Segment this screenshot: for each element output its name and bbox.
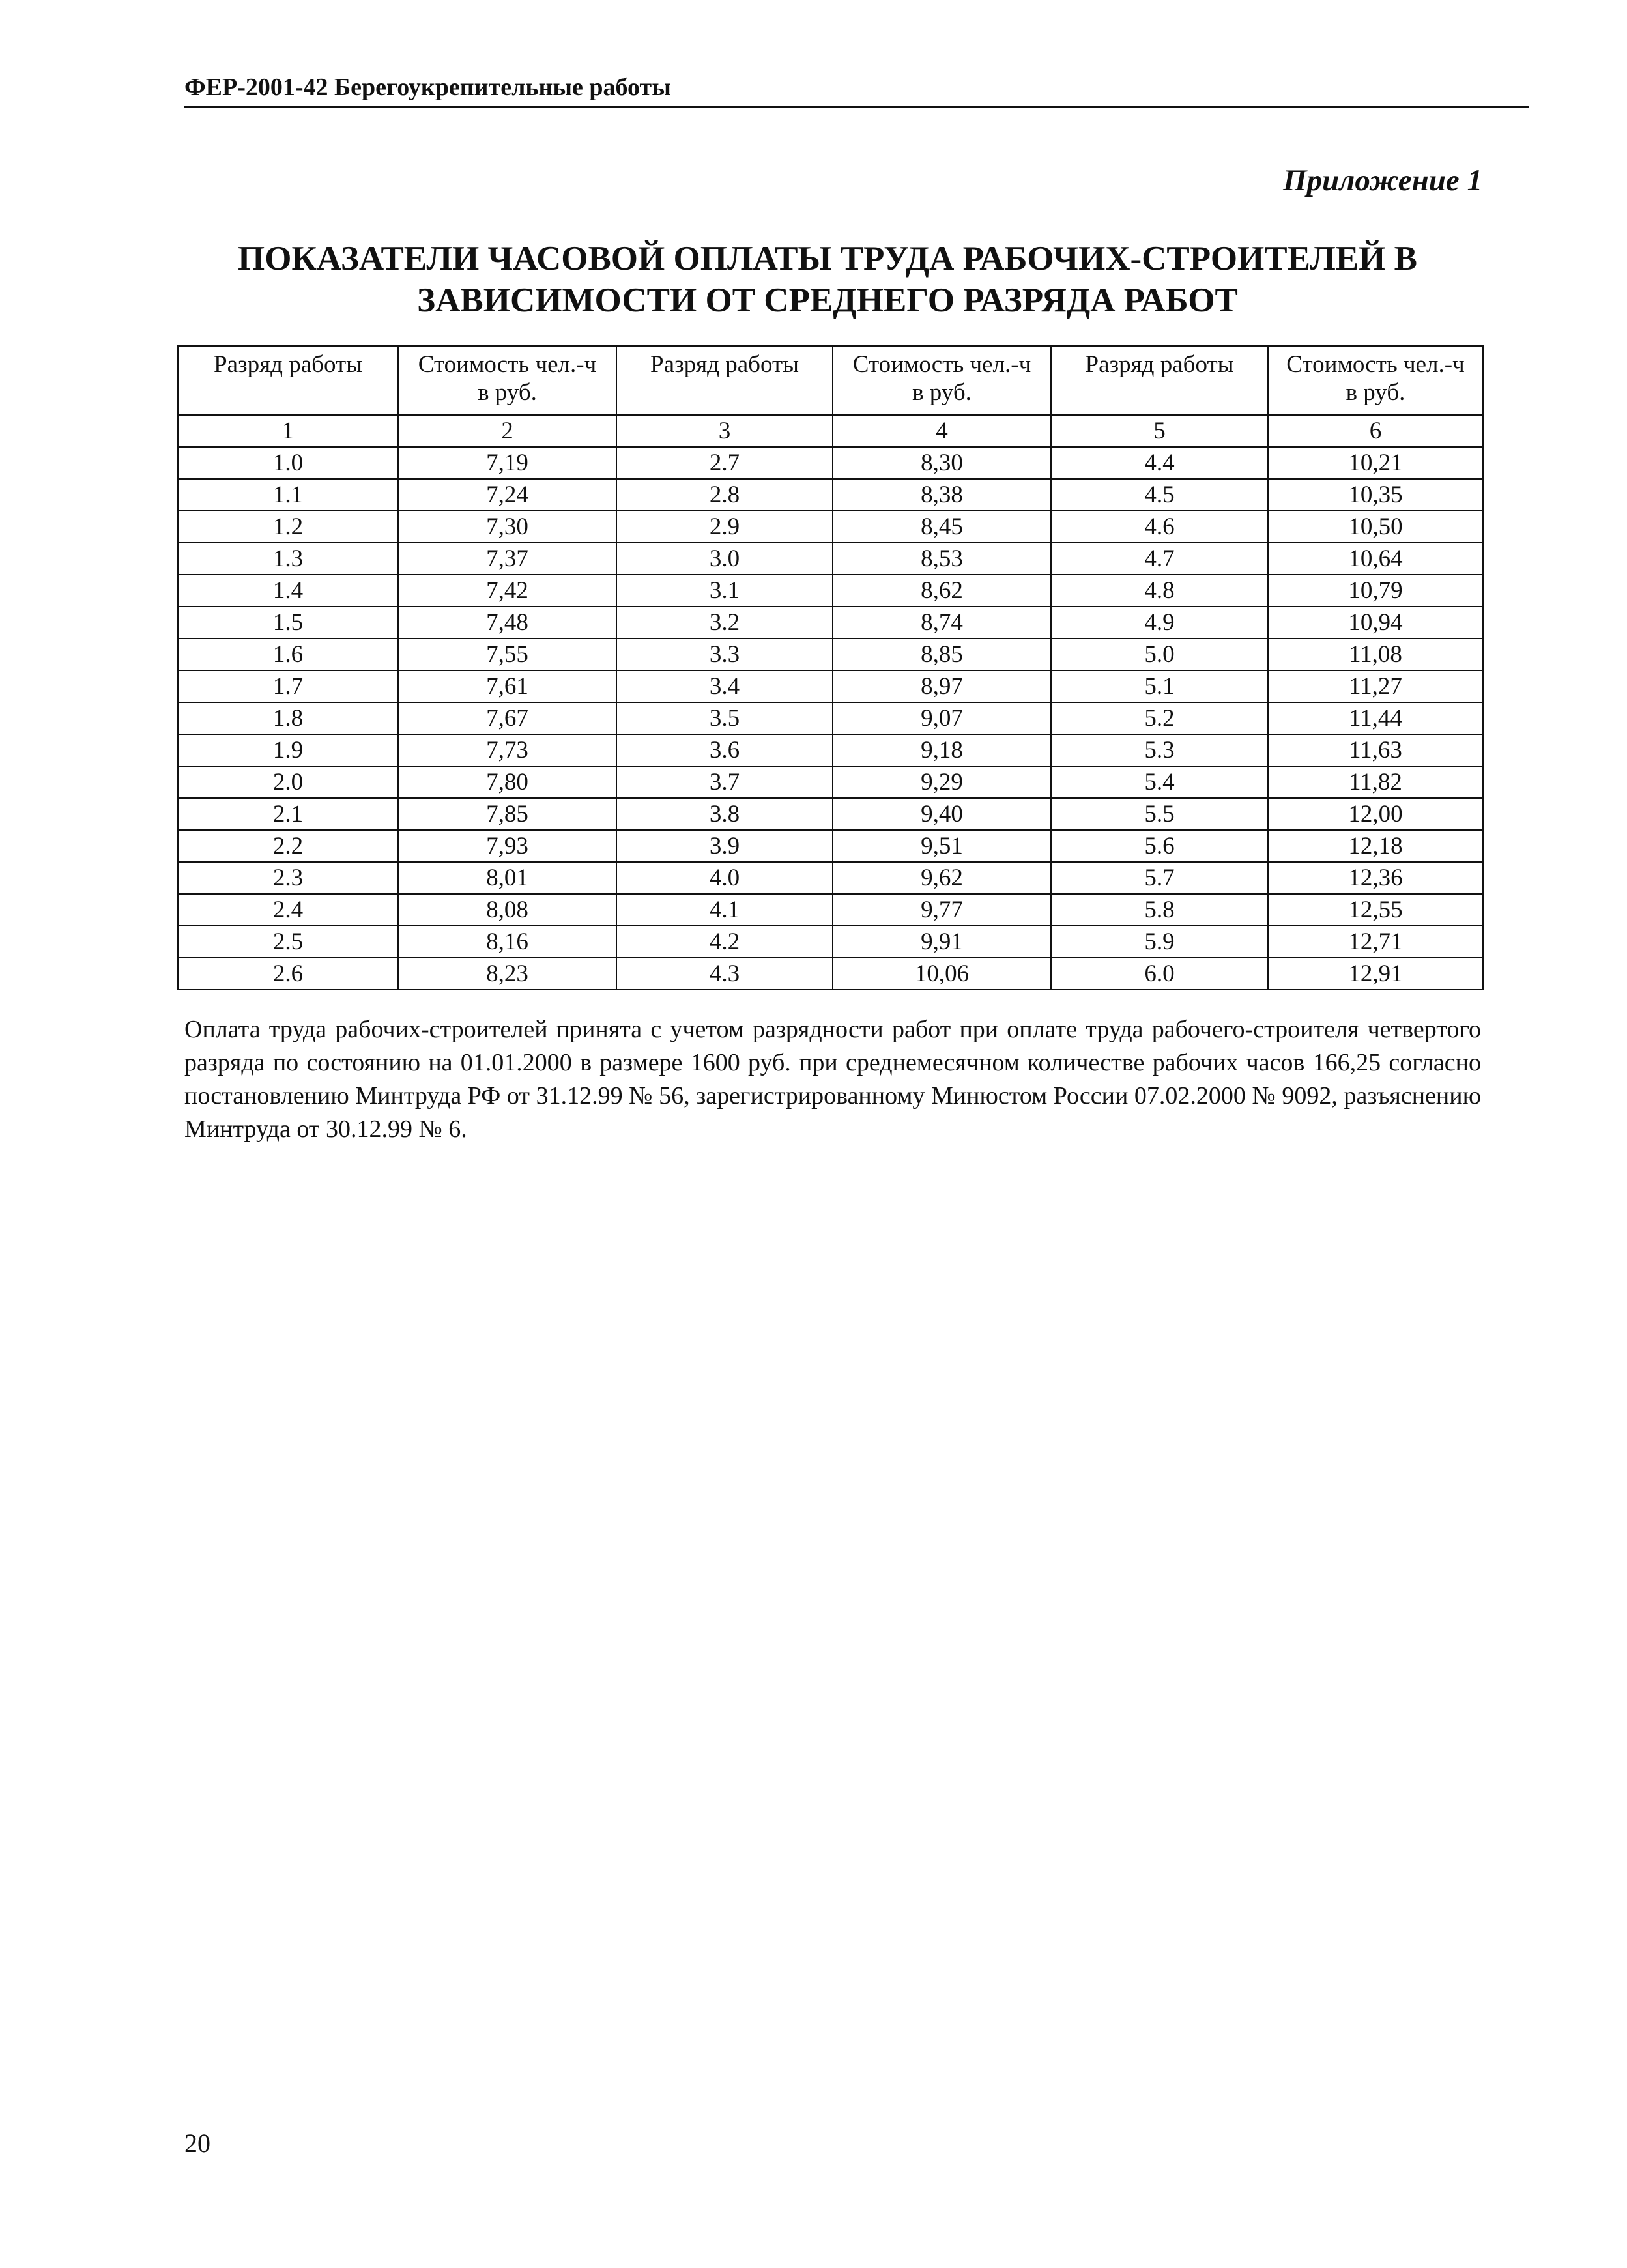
- column-number: 5: [1051, 415, 1268, 447]
- grade-cell: 1.0: [178, 447, 398, 479]
- column-header-line-1: Разряд работы: [214, 351, 362, 378]
- grade-cell: 3.4: [616, 670, 833, 702]
- grade-cell: 3.9: [616, 830, 833, 862]
- cost-cell: 8,74: [833, 607, 1051, 639]
- grade-cell: 3.5: [616, 702, 833, 734]
- cost-cell: 9,40: [833, 798, 1051, 830]
- cost-cell: 11,63: [1268, 734, 1483, 766]
- table-row: [178, 926, 1483, 958]
- grade-cell: 2.3: [178, 862, 398, 894]
- grade-cell: 5.4: [1051, 766, 1268, 798]
- cost-cell: 9,51: [833, 830, 1051, 862]
- table-row: [178, 607, 1483, 639]
- explanatory-note: Оплата труда рабочих-строителей принята с учетом разрядности работ при оплате труда рабочего-строителя четвертого разряда по состоянию на 01.01.2000 в размере 1600 руб. при среднемесячном количестве рабочих часов 166,25 согласно постановлению Минтруда РФ от 31.12.99 № 56, зарегистрированному Минюстом России 07.02.2000 № 9092, разъяснению Минтруда от 30.12.99 № 6.: [184, 1016, 1481, 1143]
- column-header-line-2: в руб.: [478, 379, 537, 406]
- grade-cell: 1.2: [178, 511, 398, 543]
- cost-cell: 8,01: [398, 862, 616, 894]
- grade-cell: 5.0: [1051, 639, 1268, 670]
- grade-cell: 4.3: [616, 958, 833, 990]
- grade-cell: 2.0: [178, 766, 398, 798]
- cost-cell: 8,08: [398, 894, 616, 926]
- cost-cell: 9,29: [833, 766, 1051, 798]
- grade-cell: 5.6: [1051, 830, 1268, 862]
- cost-cell: 11,08: [1268, 639, 1483, 670]
- cost-cell: 8,62: [833, 575, 1051, 607]
- grade-cell: 5.1: [1051, 670, 1268, 702]
- table-row: [178, 862, 1483, 894]
- column-number: 6: [1268, 415, 1483, 447]
- table-header-row: [178, 346, 1483, 415]
- table-row: [178, 511, 1483, 543]
- grade-cell: 1.7: [178, 670, 398, 702]
- grade-cell: 5.7: [1051, 862, 1268, 894]
- grade-cell: 1.5: [178, 607, 398, 639]
- cost-cell: 7,24: [398, 479, 616, 511]
- column-number-row: [178, 415, 1483, 447]
- grade-cell: 1.6: [178, 639, 398, 670]
- grade-cell: 1.8: [178, 702, 398, 734]
- cost-cell: 9,18: [833, 734, 1051, 766]
- running-header: ФЕР-2001-42 Берегоукрепительные работы: [184, 74, 671, 101]
- cost-cell: 8,38: [833, 479, 1051, 511]
- cost-cell: 8,85: [833, 639, 1051, 670]
- grade-cell: 4.0: [616, 862, 833, 894]
- grade-cell: 2.4: [178, 894, 398, 926]
- cost-cell: 7,48: [398, 607, 616, 639]
- cost-cell: 7,37: [398, 543, 616, 575]
- table-row: [178, 670, 1483, 702]
- cost-cell: 7,19: [398, 447, 616, 479]
- cost-cell: 7,55: [398, 639, 616, 670]
- grade-cell: 2.1: [178, 798, 398, 830]
- cost-cell: 8,53: [833, 543, 1051, 575]
- table-row: [178, 447, 1483, 479]
- cost-cell: 7,30: [398, 511, 616, 543]
- cost-cell: 11,27: [1268, 670, 1483, 702]
- cost-cell: 12,71: [1268, 926, 1483, 958]
- header-rule: [184, 106, 1529, 108]
- column-number: 1: [178, 415, 398, 447]
- cost-cell: 8,16: [398, 926, 616, 958]
- grade-cell: 1.4: [178, 575, 398, 607]
- grade-cell: 6.0: [1051, 958, 1268, 990]
- column-header: [1051, 346, 1268, 415]
- column-header: [178, 346, 398, 415]
- grade-cell: 3.2: [616, 607, 833, 639]
- wage-rates-table: [177, 345, 1484, 990]
- grade-cell: 2.6: [178, 958, 398, 990]
- column-header-line-1: Стоимость чел.-ч: [852, 351, 1031, 378]
- grade-cell: 4.7: [1051, 543, 1268, 575]
- column-header: [1268, 346, 1483, 415]
- table-row: [178, 830, 1483, 862]
- cost-cell: 12,91: [1268, 958, 1483, 990]
- document-title: [182, 238, 1473, 321]
- cost-cell: 9,07: [833, 702, 1051, 734]
- table-row: [178, 798, 1483, 830]
- cost-cell: 10,21: [1268, 447, 1483, 479]
- grade-cell: 1.9: [178, 734, 398, 766]
- column-header: [398, 346, 616, 415]
- title-line-2: ЗАВИСИМОСТИ ОТ СРЕДНЕГО РАЗРЯДА РАБОТ: [417, 281, 1238, 319]
- column-header-line-1: Стоимость чел.-ч: [418, 351, 597, 378]
- cost-cell: 7,42: [398, 575, 616, 607]
- grade-cell: 3.7: [616, 766, 833, 798]
- column-header-line-1: Стоимость чел.-ч: [1286, 351, 1465, 378]
- grade-cell: 4.5: [1051, 479, 1268, 511]
- table-row: [178, 543, 1483, 575]
- column-header: [833, 346, 1051, 415]
- table-row: [178, 958, 1483, 990]
- cost-cell: 8,97: [833, 670, 1051, 702]
- cost-cell: 7,73: [398, 734, 616, 766]
- column-number: 2: [398, 415, 616, 447]
- cost-cell: 12,00: [1268, 798, 1483, 830]
- grade-cell: 5.2: [1051, 702, 1268, 734]
- cost-cell: 7,61: [398, 670, 616, 702]
- grade-cell: 3.0: [616, 543, 833, 575]
- cost-cell: 7,80: [398, 766, 616, 798]
- table-row: [178, 734, 1483, 766]
- cost-cell: 12,55: [1268, 894, 1483, 926]
- grade-cell: 3.6: [616, 734, 833, 766]
- cost-cell: 9,62: [833, 862, 1051, 894]
- column-header-line-2: в руб.: [1346, 379, 1405, 406]
- table-row: [178, 766, 1483, 798]
- appendix-label: Приложение 1: [1283, 164, 1482, 197]
- title-line-1: ПОКАЗАТЕЛИ ЧАСОВОЙ ОПЛАТЫ ТРУДА РАБОЧИХ-СТРОИТЕЛЕЙ В: [238, 240, 1417, 278]
- grade-cell: 5.8: [1051, 894, 1268, 926]
- cost-cell: 8,45: [833, 511, 1051, 543]
- grade-cell: 5.9: [1051, 926, 1268, 958]
- cost-cell: 11,44: [1268, 702, 1483, 734]
- grade-cell: 2.2: [178, 830, 398, 862]
- grade-cell: 2.9: [616, 511, 833, 543]
- table-row: [178, 479, 1483, 511]
- page-number: 20: [184, 2129, 210, 2158]
- cost-cell: 9,91: [833, 926, 1051, 958]
- grade-cell: 5.3: [1051, 734, 1268, 766]
- grade-cell: 1.3: [178, 543, 398, 575]
- cost-cell: 10,94: [1268, 607, 1483, 639]
- grade-cell: 1.1: [178, 479, 398, 511]
- column-number: 4: [833, 415, 1051, 447]
- table-row: [178, 702, 1483, 734]
- cost-cell: 12,36: [1268, 862, 1483, 894]
- cost-cell: 8,30: [833, 447, 1051, 479]
- cost-cell: 10,35: [1268, 479, 1483, 511]
- cost-cell: 7,67: [398, 702, 616, 734]
- cost-cell: 10,50: [1268, 511, 1483, 543]
- grade-cell: 4.6: [1051, 511, 1268, 543]
- cost-cell: 10,06: [833, 958, 1051, 990]
- grade-cell: 3.8: [616, 798, 833, 830]
- grade-cell: 4.9: [1051, 607, 1268, 639]
- grade-cell: 4.4: [1051, 447, 1268, 479]
- grade-cell: 2.7: [616, 447, 833, 479]
- grade-cell: 4.8: [1051, 575, 1268, 607]
- table-row: [178, 575, 1483, 607]
- grade-cell: 2.5: [178, 926, 398, 958]
- cost-cell: 9,77: [833, 894, 1051, 926]
- cost-cell: 10,79: [1268, 575, 1483, 607]
- column-header-line-1: Разряд работы: [650, 351, 799, 378]
- grade-cell: 3.1: [616, 575, 833, 607]
- cost-cell: 10,64: [1268, 543, 1483, 575]
- grade-cell: 4.1: [616, 894, 833, 926]
- grade-cell: 5.5: [1051, 798, 1268, 830]
- cost-cell: 12,18: [1268, 830, 1483, 862]
- grade-cell: 4.2: [616, 926, 833, 958]
- grade-cell: 2.8: [616, 479, 833, 511]
- column-header-line-1: Разряд работы: [1085, 351, 1234, 378]
- table-row: [178, 894, 1483, 926]
- column-number: 3: [616, 415, 833, 447]
- cost-cell: 11,82: [1268, 766, 1483, 798]
- column-header-line-2: в руб.: [912, 379, 972, 406]
- table-row: [178, 639, 1483, 670]
- grade-cell: 3.3: [616, 639, 833, 670]
- table-body: [178, 447, 1483, 990]
- cost-cell: 8,23: [398, 958, 616, 990]
- column-header: [616, 346, 833, 415]
- cost-cell: 7,93: [398, 830, 616, 862]
- cost-cell: 7,85: [398, 798, 616, 830]
